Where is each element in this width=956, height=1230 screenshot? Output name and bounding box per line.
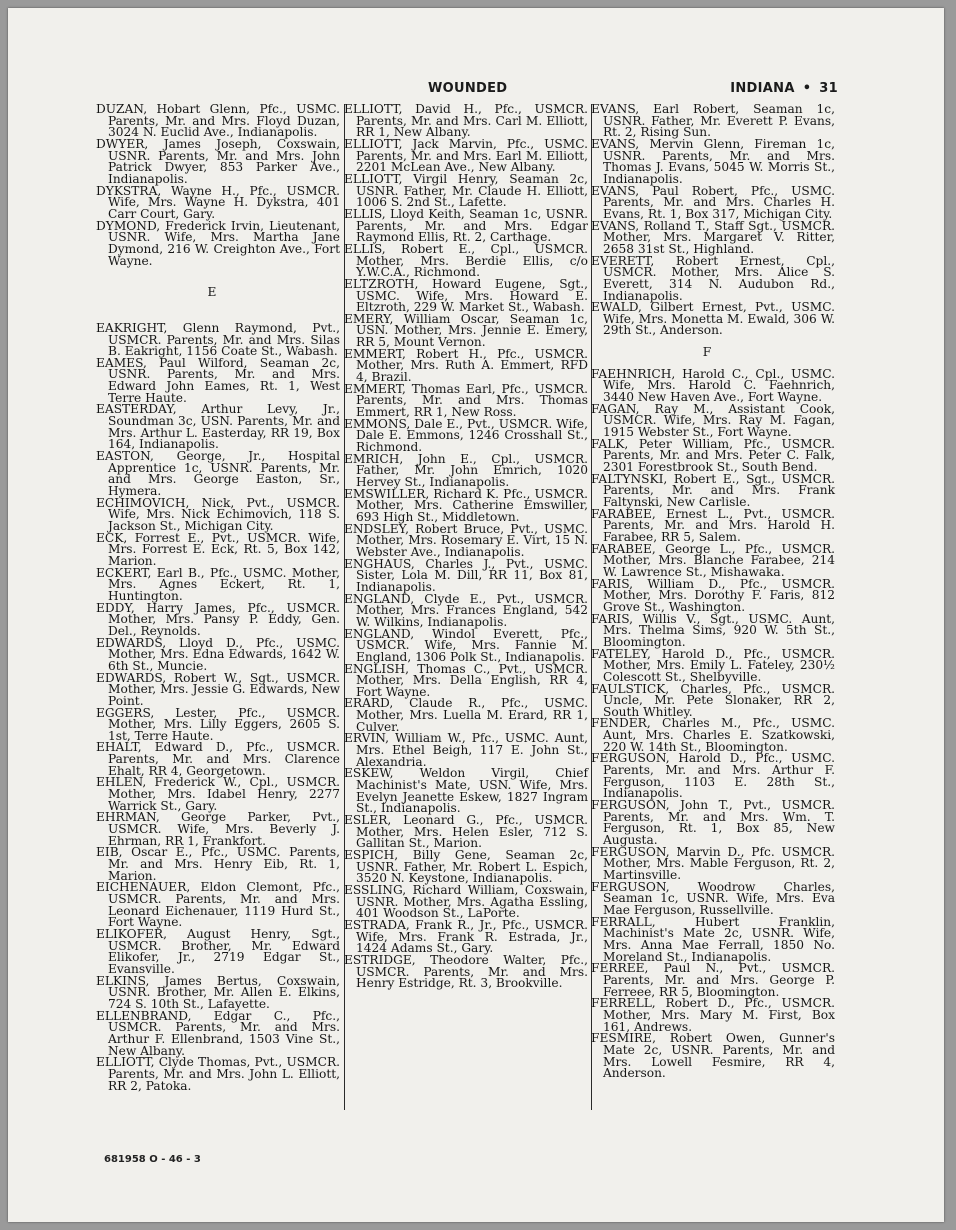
casualty-entry: EMRICH, John E., Cpl., USMCR. Father, Mr. John Emrich, 1020 Hervey St., Indianapolis. xyxy=(344,451,588,489)
casualty-entry: EHALT, Edward D., Pfc., USMCR. Parents, Mr. and Mrs. Clarence Ehalt, RR 4, Georgetown. xyxy=(96,740,340,778)
casualty-entry: ELKINS, James Bertus, Coxswain, USNR. Brother, Mr. Allen E. Elkins, 724 S. 10th St., Lafayette. xyxy=(96,973,340,1011)
casualty-entry: EDWARDS, Robert W., Sgt., USMCR. Mother, Mrs. Jessie G. Edwards, New Point. xyxy=(96,670,340,708)
casualty-entry: FAEHNRICH, Harold C., Cpl., USMC. Wife, Mrs. Harold C. Faehnrich, 3440 New Haven Ave., Fort Wayne. xyxy=(591,366,835,405)
casualty-entry: EDWARDS, Lloyd D., Pfc., USMC. Mother, Mrs. Edna Edwards, 1642 W. 6th St., Muncie. xyxy=(96,635,340,673)
casualty-entry: FESMIRE, Robert Owen, Gunner's Mate 2c, USNR. Parents, Mr. and Mrs. Lowell Fesmire, RR 4, Anderson. xyxy=(591,1031,835,1081)
casualty-entry: ELLENBRAND, Edgar C., Pfc., USMCR. Parents, Mr. and Mrs. Arthur F. Ellenbrand, 1503 Vine St., New Albany. xyxy=(96,1008,340,1058)
casualty-entry: FERRELL, Robert D., Pfc., USMCR. Mother, Mrs. Mary M. First, Box 161, Andrews. xyxy=(591,996,835,1034)
casualty-entry: EMMERT, Robert H., Pfc., USMCR. Mother, Mrs. Ruth A. Emmert, RFD 4, Brazil. xyxy=(344,346,588,385)
casualty-entry: ESLER, Leonard G., Pfc., USMCR. Mother, Mrs. Helen Esler, 712 S. Gallitan St., Marion. xyxy=(344,813,588,851)
casualty-entry: DWYER, James Joseph, Coxswain, USNR. Parents, Mr. and Mrs. John Patrick Dwyer, 853 Parker Ave., Indianapolis. xyxy=(96,136,340,186)
casualty-entry: ESPICH, Billy Gene, Seaman 2c, USNR. Father, Mr. Robert L. Espich, 3520 N. Keystone, Indianapolis. xyxy=(344,848,588,886)
casualty-entry: EVANS, Rolland T., Staff Sgt., USMCR. Mother, Mrs. Margaret V. Ritter, 2658 31st St., Highland. xyxy=(591,218,835,256)
header-bullet: • xyxy=(802,81,812,96)
casualty-entry: FERGUSON, John T., Pvt., USMCR. Parents, Mr. and Mrs. Wm. T. Ferguson, Rt. 1, Box 85, New Augusta. xyxy=(591,798,835,848)
casualty-entry: FERGUSON, Marvin D., Pfc. USMCR. Mother, Mrs. Mable Ferguson, Rt. 2, Martinsville. xyxy=(591,844,835,882)
casualty-entry: FAULSTICK, Charles, Pfc., USMCR. Uncle, Mr. Pete Slonaker, RR 2, South Whitley. xyxy=(591,681,835,719)
casualty-entry: EASTON, George, Jr., Hospital Apprentice 1c, USNR. Parents, Mr. and Mrs. George Easton, Sr., Hymera. xyxy=(96,449,340,499)
casualty-entry: EICHENAUER, Eldon Clemont, Pfc., USMCR. Parents, Mr. and Mrs. Leonard Eichenauer, 1119 Hurd St., Fort Wayne. xyxy=(96,880,340,930)
casualty-entry: DUZAN, Hobart Glenn, Pfc., USMC. Parents, Mr. and Mrs. Floyd Duzan, 3024 N. Euclid Ave., Indianapolis. xyxy=(96,102,340,140)
casualty-entry: EVANS, Mervin Glenn, Fireman 1c, USNR. Parents, Mr. and Mrs. Thomas J. Evans, 5045 W. Morris St., Indianapolis. xyxy=(591,136,835,186)
casualty-entry: DYMOND, Frederick Irvin, Lieutenant, USNR. Wife, Mrs. Martha Jane Dymond, 216 W. Creighton Ave., Fort Wayne. xyxy=(96,218,340,268)
casualty-entry: ELIKOFER, August Henry, Sgt., USMCR. Brother, Mr. Edward Elikofer, Jr., 2719 Edgar St., Evansville. xyxy=(96,926,340,976)
column-2 xyxy=(344,104,588,990)
casualty-entry: FENDER, Charles M., Pfc., USMC. Aunt, Mrs. Charles E. Szatkowski, 220 W. 14th St., Bloomington. xyxy=(591,716,835,754)
casualty-entry: ESSLING, Richard William, Coxswain, USNR. Mother, Mrs. Agatha Essling, 401 Woodson St., LaPorte. xyxy=(344,882,588,921)
casualty-entry: EIB, Oscar E., Pfc., USMC. Parents, Mr. and Mrs. Henry Eib, Rt. 1, Marion. xyxy=(96,845,340,883)
casualty-entry: EHLEN, Frederick W., Cpl., USMCR. Mother, Mrs. Idabel Henry, 2277 Warrick St., Gary. xyxy=(96,775,340,813)
casualty-entry: FALTYNSKI, Robert E., Sgt., USMCR. Parents, Mr. and Mrs. Frank Faltynski, New Carlisle. xyxy=(591,471,835,509)
casualty-entry: ERARD, Claude R., Pfc., USMC. Mother, Mrs. Luella M. Erard, RR 1, Culver. xyxy=(344,696,588,734)
casualty-entry: ELLIOTT, Virgil Henry, Seaman 2c, USNR. Father, Mr. Claude H. Elliott, 1006 S. 2nd St., Lafette. xyxy=(344,171,588,210)
casualty-entry: EDDY, Harry James, Pfc., USMCR. Mother, Mrs. Pansy P. Eddy, Gen. Del., Reynolds. xyxy=(96,600,340,638)
document-page xyxy=(8,8,944,1222)
casualty-entry: FARIS, Willis V., Sgt., USMC. Aunt, Mrs. Thelma Sims, 920 W. 5th St., Bloomington. xyxy=(591,611,835,649)
casualty-entry: FARABEE, Ernest L., Pvt., USMCR. Parents, Mr. and Mrs. Harold H. Farabee, RR 5, Salem. xyxy=(591,506,835,544)
casualty-entry: ERVIN, William W., Pfc., USMC. Aunt, Mrs. Ethel Beigh, 117 E. John St., Alexandria. xyxy=(344,731,588,769)
casualty-entry: EMSWILLER, Richard K. Pfc., USMCR. Mother, Mrs. Catherine Emswiller, 693 High St., Middletown. xyxy=(344,486,588,524)
page-number: 31 xyxy=(819,81,838,96)
header-state: INDIANA xyxy=(730,81,795,96)
casualty-entry: FALK, Peter William, Pfc., USMCR. Parents, Mr. and Mrs. Peter C. Falk, 2301 Forestbrook St., South Bend. xyxy=(591,436,835,475)
casualty-entry: EAKRIGHT, Glenn Raymond, Pvt., USMCR. Parents, Mr. and Mrs. Silas B. Eakright, 1156 Coate St., Wabash. xyxy=(96,320,340,359)
casualty-entry: EHRMAN, George Parker, Pvt., USMCR. Wife, Mrs. Beverly J. Ehrman, RR 1, Frankfort. xyxy=(96,810,340,848)
casualty-entry: FERRALL, Hubert Franklin, Machinist's Mate 2c, USNR. Wife, Mrs. Anna Mae Ferrall, 1850 No. Moreland St., Indianapolis. xyxy=(591,914,835,964)
casualty-entry: ELLIOTT, Clyde Thomas, Pvt., USMCR. Parents, Mr. and Mrs. John L. Elliott, RR 2, Patoka. xyxy=(96,1055,340,1093)
section-letter: F xyxy=(702,345,712,360)
column-3 xyxy=(591,104,835,1080)
header-title: WOUNDED xyxy=(428,81,508,96)
casualty-entry: ECKERT, Earl B., Pfc., USMC. Mother, Mrs. Agnes Eckert, Rt. 1, Huntington. xyxy=(96,565,340,603)
casualty-entry: EVERETT, Robert Ernest, Cpl., USMCR. Mother, Mrs. Alice S. Everett, 314 N. Audubon Rd., Indianapolis. xyxy=(591,253,835,303)
casualty-entry: ELLIOTT, Jack Marvin, Pfc., USMC. Parents, Mr. and Mrs. Earl M. Elliott, 2201 McLean Ave., New Albany. xyxy=(344,136,588,175)
casualty-entry: FARABEE, George L., Pfc., USMCR. Mother, Mrs. Blanche Farabee, 214 W. Lawrence St., Mishawaka. xyxy=(591,541,835,579)
casualty-entry: ECK, Forrest E., Pvt., USMCR. Wife, Mrs. Forrest E. Eck, Rt. 5, Box 142, Marion. xyxy=(96,530,340,568)
casualty-entry: EAMES, Paul Wilford, Seaman 2c, USNR. Parents, Mr. and Mrs. Edward John Eames, Rt. 1, West Terre Haute. xyxy=(96,355,340,405)
casualty-entry: ENGHAUS, Charles J., Pvt., USMC. Sister, Lola M. Dill, RR 11, Box 81, Indianapolis. xyxy=(344,556,588,594)
casualty-entry: EGGERS, Lester, Pfc., USMCR. Mother, Mrs. Lilly Eggers, 2605 S. 1st, Terre Haute. xyxy=(96,705,340,743)
casualty-entry: FARIS, William D., Pfc., USMCR. Mother, Mrs. Dorothy F. Faris, 812 Grove St., Washington. xyxy=(591,576,835,614)
casualty-entry: ELLIS, Lloyd Keith, Seaman 1c, USNR. Parents, Mr. and Mrs. Edgar Raymond Ellis, Rt. 2, Carthage. xyxy=(344,206,588,245)
casualty-entry: EMMONS, Dale E., Pvt., USMCR. Wife, Dale E. Emmons, 1246 Crosshall St., Richmond. xyxy=(344,416,588,455)
casualty-entry: FERREE, Paul N., Pvt., USMCR. Parents, Mr. and Mrs. George P. Ferreee, RR 5, Bloomington. xyxy=(591,961,835,999)
page-header xyxy=(88,81,838,99)
casualty-entry: EWALD, Gilbert Ernest, Pvt., USMC. Wife, Mrs. Monetta M. Ewald, 306 W. 29th St., Anderson. xyxy=(591,300,835,338)
casualty-entry: ENGLISH, Thomas C., Pvt., USMCR. Mother, Mrs. Della English, RR 4, Fort Wayne. xyxy=(344,661,588,699)
casualty-entry: FERGUSON, Woodrow Charles, Seaman 1c, USNR. Wife, Mrs. Eva Mae Ferguson, Russellville. xyxy=(591,879,835,917)
casualty-entry: ELTZROTH, Howard Eugene, Sgt., USMC. Wife, Mrs. Howard E. Eltzroth, 229 W. Market St., Wabash. xyxy=(344,276,588,315)
casualty-entry: ENGLAND, Clyde E., Pvt., USMCR. Mother, Mrs. Frances England, 542 W. Wilkins, Indianapolis. xyxy=(344,591,588,629)
casualty-entry: ESKEW, Weldon Virgil, Chief Machinist's Mate, USN. Wife, Mrs. Evelyn Jeanette Eskew, 1827 Ingram St., Indianapolis. xyxy=(344,766,588,816)
casualty-entry: ENDSLEY, Robert Bruce, Pvt., USMC. Mother, Mrs. Rosemary E. Virt, 15 N. Webster Ave., Indianapolis. xyxy=(344,521,588,559)
casualty-entry: DYKSTRA, Wayne H., Pfc., USMCR. Wife, Mrs. Wayne H. Dykstra, 401 Carr Court, Gary. xyxy=(96,183,340,221)
casualty-entry: FATELEY, Harold D., Pfc., USMCR. Mother, Mrs. Emily L. Fateley, 230½ Colescott St., Shelbyville. xyxy=(591,646,835,684)
header-state-page xyxy=(730,81,838,96)
casualty-entry: ELLIS, Robert E., Cpl., USMCR. Mother, Mrs. Berdie Ellis, c/o Y.W.C.A., Richmond. xyxy=(344,241,588,280)
casualty-entry: ECHIMOVICH, Nick, Pvt., USMCR. Wife, Mrs. Nick Echimovich, 118 S. Jackson St., Michigan City. xyxy=(96,495,340,533)
column-1 xyxy=(96,104,340,1092)
casualty-entry: EASTERDAY, Arthur Levy, Jr., Soundman 3c, USN. Parents, Mr. and Mrs. Arthur L. Easterday, RR 19, Box 164, Indianapolis. xyxy=(96,402,340,452)
casualty-entry: EVANS, Earl Robert, Seaman 1c, USNR. Father, Mr. Everett P. Evans, Rt. 2, Rising Sun. xyxy=(591,102,835,140)
casualty-entry: ESTRADA, Frank R., Jr., Pfc., USMCR. Wife, Mrs. Frank R. Estrada, Jr., 1424 Adams St., Gary. xyxy=(344,917,588,956)
casualty-entry: EMMERT, Thomas Earl, Pfc., USMCR. Parents, Mr. and Mrs. Thomas Emmert, RR 1, New Ross. xyxy=(344,381,588,420)
section-letter: E xyxy=(207,285,217,300)
casualty-entry: FAGAN, Ray M., Assistant Cook, USMCR. Wife, Mrs. Ray M. Fagan, 1915 Webster St., Fort Wayne. xyxy=(591,401,835,440)
casualty-entry: ELLIOTT, David H., Pfc., USMCR. Parents, Mr. and Mrs. Carl M. Elliott, RR 1, New Albany. xyxy=(344,102,588,140)
casualty-entry: EVANS, Paul Robert, Pfc., USMC. Parents, Mr. and Mrs. Charles H. Evans, Rt. 1, Box 317, Michigan City. xyxy=(591,183,835,221)
casualty-entry: ENGLAND, Windol Everett, Pfc., USMCR. Wife, Mrs. Fannie M. England, 1306 Polk St., Indianapolis. xyxy=(344,626,588,664)
casualty-entry: ESTRIDGE, Theodore Walter, Pfc., USMCR. Parents, Mr. and Mrs. Henry Estridge, Rt. 3, Brookville. xyxy=(344,952,588,991)
casualty-entry: EMERY, William Oscar, Seaman 1c, USN. Mother, Mrs. Jennie E. Emery, RR 5, Mount Vernon. xyxy=(344,311,588,350)
print-code: 681958 O - 46 - 3 xyxy=(104,1154,201,1165)
casualty-entry: FERGUSON, Harold D., Pfc., USMC. Parents, Mr. and Mrs. Arthur F. Ferguson, 1103 E. 28th St., Indianapolis. xyxy=(591,751,835,801)
